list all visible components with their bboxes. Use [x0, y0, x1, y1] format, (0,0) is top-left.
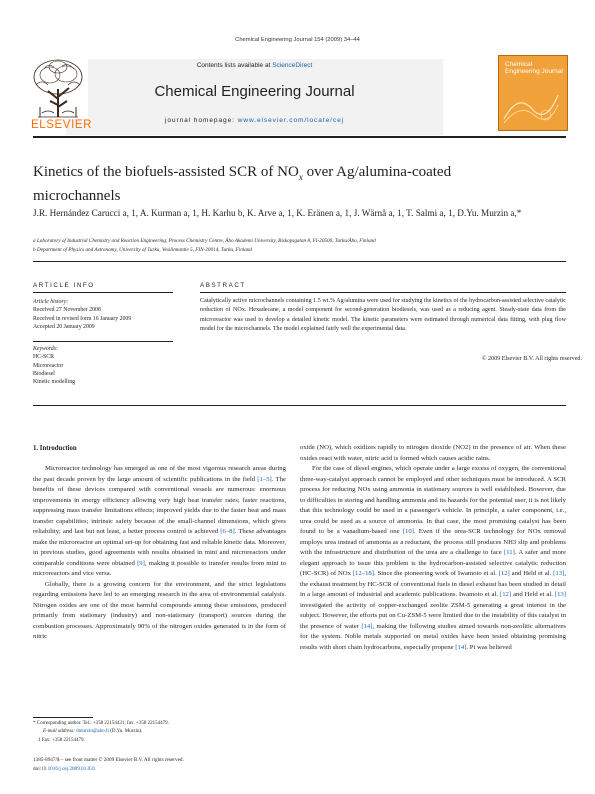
text-run: . A safer and more elegant approach to issue this problem is the hydrocarbon-assisted selective catalytic reduction (HC-SCR) of NOx: [300, 549, 566, 577]
body-column-right: [300, 443, 566, 653]
abstract-heading: ABSTRACT: [200, 282, 246, 289]
citation-link[interactable]: [10]: [402, 528, 414, 535]
homepage-link[interactable]: www.elsevier.com/locate/cej: [237, 117, 345, 124]
citation-link[interactable]: [12–18]: [352, 570, 375, 577]
abstract-copyright: © 2009 Elsevier B.V. All rights reserved.: [481, 356, 582, 362]
history-revised: Received in revised form 16 January 2009: [33, 315, 132, 322]
sciencedirect-link[interactable]: ScienceDirect: [272, 62, 313, 69]
paragraph: [33, 580, 286, 643]
corresponding-author-note: * Corresponding author. Tel.: +358 22154431; fax: +358 22154479.: [33, 721, 169, 726]
citation-link[interactable]: [14]: [361, 622, 373, 630]
doi-label: doi:: [33, 765, 42, 772]
affiliation-b: b Department of Physics and Astronomy, University of Turku, Vesilinnantie 5, FIN-20014, Turku, Finland: [33, 247, 253, 253]
journal-reference: Chemical Engineering Journal 154 (2009) 34–44: [235, 37, 360, 43]
text-run: . These advantages make the microreactor an optimal set-up for obtaining fast and reliable kinetic data. Moreover, in previous studies, good agreements with results obtained in mini and microreactors under comparable conditions were obtained: [33, 528, 286, 567]
article-title: [33, 163, 503, 206]
affiliation-rule: [33, 261, 566, 262]
abstract-text: Catalytically active microchannels containing 1.5 wt.% Ag/alumina were used for studying the kinetics of the hydrocarbon-assisted selective catalytic reduction of NOx. Hexadecane, a model component for second-generation biodiesels, was used as a reducing agent. Steady-state data from the microreactor was used to develop a detailed kinetic model. The kinetic parameters were estimated through numerical data fitting, with plug flow model for the microchannels. The model explained fairly well the experimental data.: [200, 298, 566, 332]
text-run: , making it possible to transfer results from mini to microreactors and vice versa.: [33, 559, 286, 577]
paragraph: [300, 443, 566, 464]
title-end: over Ag/alumina-coated microchannels: [33, 164, 452, 204]
email-label: E-mail address:: [43, 729, 77, 735]
section-heading-introduction: 1. Introduction: [33, 445, 77, 452]
abstract-bottom-rule: [33, 405, 566, 406]
citation-link[interactable]: [1–5]: [257, 475, 272, 483]
keyword: Microreactor: [33, 362, 64, 369]
header-rule: [33, 136, 566, 138]
keyword: Kinetic modelling: [33, 379, 76, 386]
citation-link[interactable]: [6–8]: [220, 528, 235, 535]
keywords-block: [33, 345, 173, 386]
cover-title: Chemical Engineering Journal: [505, 61, 563, 75]
body-column-left: [33, 464, 286, 643]
journal-title: Chemical Engineering Journal: [154, 83, 355, 100]
issn-line: 1385-8947/$ – see front matter © 2009 Elsevier B.V. All rights reserved.: [33, 757, 184, 763]
cover-decoration: [502, 85, 560, 125]
contents-prefix: Contents lists available at: [196, 62, 273, 69]
contents-line: [66, 62, 443, 69]
footnotes: [33, 720, 286, 745]
doi-link[interactable]: 10.1016/j.cej.2009.01.031: [41, 765, 96, 772]
text-run: . Pt was believed: [466, 643, 512, 651]
citation-link[interactable]: [14]: [455, 643, 467, 651]
keyword: Biodiesel: [33, 370, 55, 377]
elsevier-tree-logo: [28, 55, 88, 129]
footnote-1: 1 Fax: +358 22154479.: [38, 737, 85, 743]
text-run: . Even if the urea-SCR technology for NOx removal employs urea instead of ammonia as a reductant, the process still produces NH3 slip and problems with the infrastructure and distribution of the urea are a challenge to face: [300, 528, 566, 556]
publisher-name: ELSEVIER: [31, 119, 93, 131]
paragraph: [33, 464, 286, 580]
paragraph: [300, 464, 566, 653]
text-run: . Since the pioneering work of Iwamoto et al.: [374, 570, 499, 577]
text-run: and Held et al.: [509, 570, 554, 577]
journal-homepage: [66, 117, 443, 124]
article-info-rule: [33, 292, 173, 293]
text-run: For the case of diesel engines, which operate under a large excess of oxygen, the conventional three-way-catalyst approach cannot be employed and other techniques must be introduced. A SCR process for reducing NOx using ammonia in stationary sources is well established. However, due to difficulties in storing and handling ammonia and its hazards for the potential user, it is not likely that this technology could be used in a passenger's vehicle. In principle, a safer component, i.e., urea could be used as a source of ammonia. In that case, the most promising catalyst has been found to be a vanadium-based one: [300, 465, 566, 535]
citation-link[interactable]: [9]: [137, 559, 145, 567]
email-suffix: (D.Yu. Murzin).: [108, 729, 143, 735]
affiliation-a: a Laboratory of Industrial Chemistry and Reaction Engineering, Process Chemistry Centre, Åbo Akademi University, Biskopsgatan 8, FI-20500, Turku/Åbo, Finland: [33, 238, 376, 244]
article-history: [33, 298, 173, 331]
article-info-heading: ARTICLE INFO: [33, 282, 95, 289]
email-link[interactable]: dmurzin@abo.fi: [76, 729, 109, 735]
author-list: J.R. Hernández Carucci a, 1, A. Kurman a, 1, H. Karhu b, K. Arve a, 1, K. Eränen a, 1, J. Wärnå a, 1, T. Salmi a, 1, D.Yu. Murzin a,*: [33, 208, 522, 218]
history-label: Article history:: [33, 299, 69, 305]
title-main: Kinetics of the biofuels-assisted SCR of NO: [33, 164, 299, 180]
keywords-rule: [33, 341, 173, 342]
text-run: , the exhaust treatment by HC-SCR of conventional fuels in diesel exhaust has been studied in detail in a large amount of industrial and academic publications. Iwamoto et al.: [300, 570, 566, 598]
citation-link[interactable]: [11]: [503, 549, 515, 556]
text-run: investigated the activity of copper-exchanged zeolite ZSM-5 generating a great interest in the subject. However, the efforts put on Cu-ZSM-5 were limited due to the instability of this catalyst in the presence of water: [300, 601, 566, 630]
issn-block: [33, 756, 286, 773]
homepage-prefix: journal homepage:: [164, 117, 238, 124]
text-run: Globally, there is a growing concern for the environment, and the strict legislations regarding emissions have led to an emerging research in the area of environmental catalysis. Nitrogen oxides are one of the most harmful compounds among these emissions, produced primarily from stationary (industry) and non-stationary (transport) sources during the combustion processes. Approximately 90% of the nitrogen oxides generated is in the form of nitric: [33, 580, 286, 640]
text-run: oxide (NO), which oxidizes rapidly to nitrogen dioxide (NO2) in the presence of air. When these oxides react with water, nitric acid is formed which causes acidic rains.: [300, 444, 566, 462]
text-run: and Held et al.: [511, 591, 555, 598]
history-accepted: Accepted 20 January 2009: [33, 323, 95, 330]
footnote-rule: [33, 717, 93, 718]
text-run: Microreactor technology has emerged as one of the most vigorous research areas during the past decade proven by the large amount of scientific publications in the field: [33, 465, 286, 483]
citation-link[interactable]: [12]: [498, 570, 510, 577]
citation-link[interactable]: [12]: [499, 591, 512, 598]
keywords-label: Keywords:: [33, 346, 58, 352]
keyword: HC-SCR: [33, 354, 54, 361]
abstract-rule: [200, 292, 566, 293]
text-run: . The benefits of these devices compared with conventional vessels are numerous: enormous improvements in energy efficiency allowing very high heat transfer rates; faster reactions, suppressing mass transfer limitations effects; improved yields due to the faster heat and mass transfer capabilities; intrinsic safety because of the small-channel dimensions, which gives reliability; and last but not least, a better process control is achieved: [33, 475, 286, 535]
text-run: , making the following studies aimed towards non-zeolitic alternatives for the system. Noble metals supported on metal oxides have been tested obtaining promising results with short chain hydrocarbons, especially propene: [300, 622, 567, 651]
title-subscript: x: [298, 172, 303, 182]
citation-link[interactable]: [13]: [554, 591, 566, 598]
citation-link[interactable]: [13]: [553, 570, 565, 577]
history-received: Received 27 November 2008: [33, 307, 101, 314]
